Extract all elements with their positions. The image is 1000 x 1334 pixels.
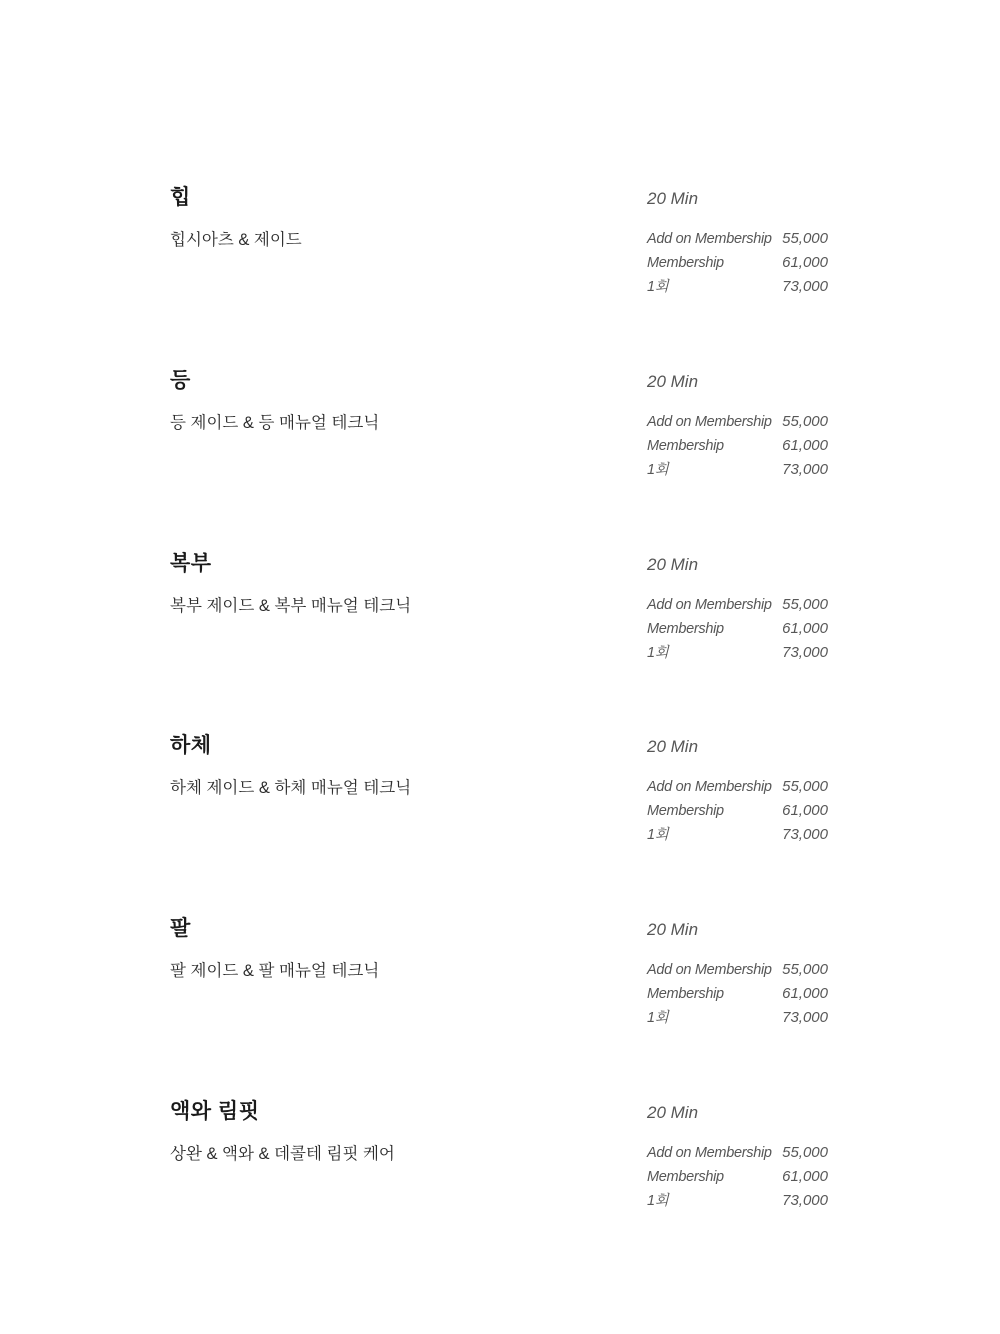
- price-value: 55,000: [782, 230, 828, 247]
- service-section-lower-body: [170, 733, 828, 893]
- price-value: 55,000: [782, 596, 828, 613]
- price-table: [647, 410, 828, 482]
- price-table: [647, 1141, 828, 1213]
- price-label: Membership: [647, 1169, 724, 1185]
- price-table: [647, 775, 828, 847]
- price-value: 55,000: [782, 1144, 828, 1161]
- service-section-back: [170, 368, 828, 528]
- price-label: 1회: [647, 1010, 669, 1026]
- price-value: 61,000: [782, 802, 828, 819]
- price-row: [647, 275, 828, 299]
- price-value: 61,000: [782, 1168, 828, 1185]
- price-row: [647, 1141, 828, 1165]
- price-label: Add on Membership: [647, 414, 772, 430]
- service-duration: 20 Min: [647, 1103, 699, 1122]
- price-row: [647, 617, 828, 641]
- price-label: Membership: [647, 438, 724, 454]
- service-duration: 20 Min: [647, 372, 699, 391]
- service-description: 등 제이드 & 등 매뉴얼 테크닉: [170, 414, 380, 432]
- price-label: 1회: [647, 1193, 669, 1209]
- service-description: 상완 & 액와 & 데콜테 림핏 케어: [170, 1145, 395, 1163]
- price-label: Membership: [647, 803, 724, 819]
- price-row: [647, 641, 828, 665]
- price-label: Membership: [647, 255, 724, 271]
- price-row: [647, 458, 828, 482]
- service-duration: 20 Min: [647, 189, 699, 208]
- price-value: 55,000: [782, 778, 828, 795]
- price-row: [647, 823, 828, 847]
- price-value: 61,000: [782, 985, 828, 1002]
- price-label: Add on Membership: [647, 231, 772, 247]
- price-row: [647, 1189, 828, 1213]
- price-value: 73,000: [782, 644, 828, 661]
- price-label: Membership: [647, 986, 724, 1002]
- service-description: 힙시아츠 & 제이드: [170, 231, 302, 249]
- price-row: [647, 410, 828, 434]
- price-value: 61,000: [782, 254, 828, 271]
- price-row: [647, 1006, 828, 1030]
- price-table: [647, 593, 828, 665]
- service-duration: 20 Min: [647, 737, 699, 756]
- price-row: [647, 958, 828, 982]
- service-title: 팔: [170, 917, 191, 940]
- service-title: 하체: [170, 734, 212, 757]
- price-value: 73,000: [782, 278, 828, 295]
- service-title: 힙: [170, 186, 191, 209]
- price-label: 1회: [647, 645, 669, 661]
- price-label: Add on Membership: [647, 962, 772, 978]
- service-title: 복부: [170, 552, 212, 575]
- price-row: [647, 1165, 828, 1189]
- price-value: 61,000: [782, 437, 828, 454]
- price-value: 73,000: [782, 826, 828, 843]
- price-label: Add on Membership: [647, 779, 772, 795]
- service-title: 액와 림핏: [170, 1100, 260, 1123]
- service-title: 등: [170, 369, 191, 392]
- service-description: 하체 제이드 & 하체 매뉴얼 테크닉: [170, 779, 412, 797]
- price-label: 1회: [647, 827, 669, 843]
- price-row: [647, 775, 828, 799]
- price-value: 73,000: [782, 461, 828, 478]
- service-description: 복부 제이드 & 복부 매뉴얼 테크닉: [170, 597, 412, 615]
- price-label: Add on Membership: [647, 1145, 772, 1161]
- service-section-abdomen: [170, 551, 828, 711]
- price-value: 55,000: [782, 413, 828, 430]
- service-section-arm: [170, 916, 828, 1076]
- service-duration: 20 Min: [647, 555, 699, 574]
- price-row: [647, 593, 828, 617]
- price-row: [647, 227, 828, 251]
- price-label: 1회: [647, 279, 669, 295]
- price-value: 73,000: [782, 1009, 828, 1026]
- price-label: Add on Membership: [647, 597, 772, 613]
- price-value: 61,000: [782, 620, 828, 637]
- price-value: 73,000: [782, 1192, 828, 1209]
- service-section-hip: [170, 185, 828, 345]
- price-label: 1회: [647, 462, 669, 478]
- price-row: [647, 434, 828, 458]
- price-table: [647, 227, 828, 299]
- price-value: 55,000: [782, 961, 828, 978]
- service-duration: 20 Min: [647, 920, 699, 939]
- price-row: [647, 251, 828, 275]
- price-table: [647, 958, 828, 1030]
- price-label: Membership: [647, 621, 724, 637]
- service-section-axilla-lymph: [170, 1099, 828, 1259]
- service-description: 팔 제이드 & 팔 매뉴얼 테크닉: [170, 962, 380, 980]
- price-row: [647, 982, 828, 1006]
- price-row: [647, 799, 828, 823]
